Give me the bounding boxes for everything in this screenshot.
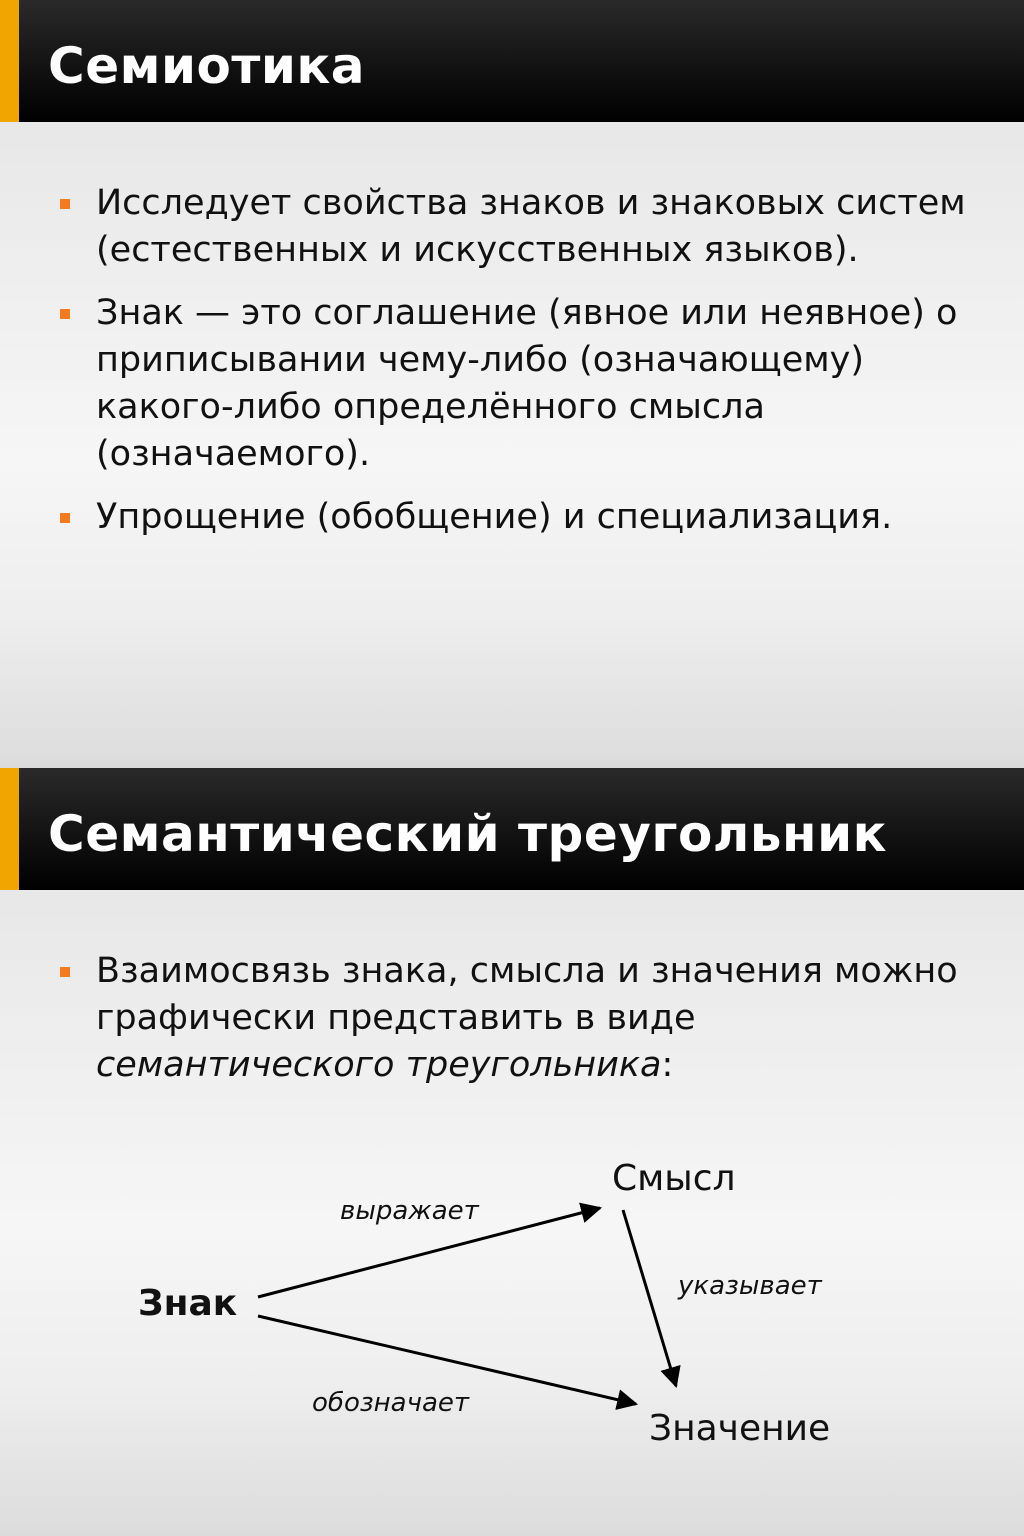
bullet-text: Упрощение (обобщение) и специализация.: [96, 497, 893, 537]
bullet-marker-icon: [60, 309, 70, 319]
accent-stripe: [0, 768, 19, 890]
edge-label-expresses: выражает: [340, 1196, 479, 1226]
bullet-marker-icon: [60, 967, 70, 977]
title-bar: [0, 0, 1024, 122]
slide-semantic-triangle: [0, 768, 1024, 1536]
slide-title: Семиотика: [48, 37, 366, 95]
node-sense: Смысл: [612, 1158, 736, 1199]
edge-label-denotes: обозначает: [312, 1388, 470, 1418]
edge-label-points: указывает: [678, 1271, 822, 1301]
bullet-list: [60, 948, 990, 1105]
semantic-triangle-diagram: [0, 1128, 1024, 1536]
slide-title: Семантический треугольник: [48, 805, 888, 863]
bullet-suffix: :: [661, 1045, 674, 1085]
node-meaning: Значение: [649, 1408, 831, 1449]
bullet-text: Взаимосвязь знака, смысла и значения можно графически представить в виде: [96, 951, 958, 1038]
bullet-item: [60, 290, 990, 478]
triangle-arrows: [0, 1128, 1024, 1536]
arrow-points: [623, 1210, 676, 1386]
accent-stripe: [0, 0, 19, 122]
bullet-list: [60, 180, 990, 557]
bullet-marker-icon: [60, 513, 70, 523]
node-sign: Знак: [138, 1283, 238, 1324]
bullet-item: [60, 180, 990, 274]
bullet-item: [60, 494, 990, 541]
bullet-item: [60, 948, 990, 1089]
bullet-emphasis: семантического треугольника: [96, 1045, 662, 1085]
bullet-marker-icon: [60, 199, 70, 209]
title-bar: [0, 768, 1024, 890]
bullet-text: Исследует свойства знаков и знаковых систем (естественных и искусственных языков).: [96, 183, 966, 270]
bullet-text: Знак — это соглашение (явное или неявное) о приписывании чему-либо (означающему) какого-либо определённого смысла (означаемого).: [96, 293, 958, 474]
